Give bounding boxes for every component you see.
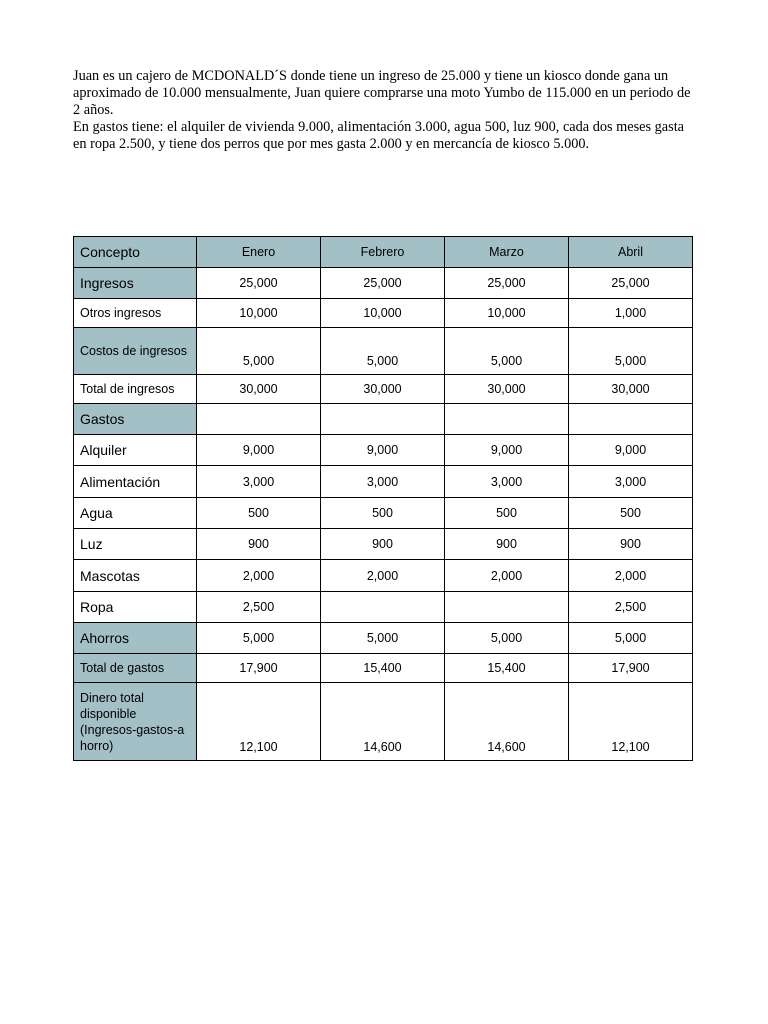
table-cell: 2,000 — [197, 560, 321, 592]
row-label: Total de gastos — [74, 654, 197, 683]
row-label: Agua — [74, 498, 197, 529]
table-cell: 5,000 — [321, 328, 445, 375]
table-cell: 12,100 — [569, 683, 693, 761]
table-cell: 17,900 — [197, 654, 321, 683]
header-marzo: Marzo — [445, 237, 569, 268]
table-cell — [445, 592, 569, 623]
table-row-luz — [74, 529, 693, 560]
row-label: Total de ingresos — [74, 375, 197, 404]
table-cell: 3,000 — [569, 466, 693, 498]
table-row-mascotas — [74, 560, 693, 592]
table-cell: 25,000 — [197, 268, 321, 299]
header-abril: Abril — [569, 237, 693, 268]
table-cell: 15,400 — [321, 654, 445, 683]
row-label: Mascotas — [74, 560, 197, 592]
row-label: Ahorros — [74, 623, 197, 654]
table-row-alimentacion — [74, 466, 693, 498]
table-cell: 5,000 — [569, 623, 693, 654]
table-row-otros-ingresos — [74, 299, 693, 328]
budget-table — [73, 236, 693, 761]
table-row-ahorros — [74, 623, 693, 654]
table-cell: 12,100 — [197, 683, 321, 761]
row-label: Gastos — [74, 404, 197, 435]
table-cell: 9,000 — [569, 435, 693, 466]
intro-text — [73, 68, 693, 153]
row-label: Costos de ingresos — [74, 328, 197, 375]
table-row-dinero-total-disponible — [74, 683, 693, 761]
table-cell: 30,000 — [197, 375, 321, 404]
table-cell: 25,000 — [445, 268, 569, 299]
table-cell: 3,000 — [197, 466, 321, 498]
table-cell: 14,600 — [321, 683, 445, 761]
table-cell: 900 — [321, 529, 445, 560]
table-cell — [445, 404, 569, 435]
table-cell: 10,000 — [321, 299, 445, 328]
table-row-costos-de-ingresos — [74, 328, 693, 375]
table-cell: 500 — [569, 498, 693, 529]
intro-paragraph-1: Juan es un cajero de MCDONALD´S donde tiene un ingreso de 25.000 y tiene un kiosco donde gana un aproximado de 10.000 mensualmente, Juan quiere comprarse una moto Yumbo de 115.000 en un periodo de 2 años. — [73, 68, 691, 118]
table-row-total-de-gastos — [74, 654, 693, 683]
table-cell: 14,600 — [445, 683, 569, 761]
header-enero: Enero — [197, 237, 321, 268]
table-row-gastos — [74, 404, 693, 435]
table-cell: 5,000 — [197, 328, 321, 375]
table-cell: 900 — [197, 529, 321, 560]
table-cell: 9,000 — [197, 435, 321, 466]
table-cell: 5,000 — [321, 623, 445, 654]
row-label: Alquiler — [74, 435, 197, 466]
header-concepto: Concepto — [74, 237, 197, 268]
table-cell: 5,000 — [445, 328, 569, 375]
table-row-ropa — [74, 592, 693, 623]
table-cell — [321, 592, 445, 623]
table-cell: 2,500 — [569, 592, 693, 623]
table-row-alquiler — [74, 435, 693, 466]
table-cell: 10,000 — [445, 299, 569, 328]
table-cell: 900 — [445, 529, 569, 560]
row-label: Ingresos — [74, 268, 197, 299]
table-cell: 17,900 — [569, 654, 693, 683]
row-label: Alimentación — [74, 466, 197, 498]
table-cell: 2,000 — [445, 560, 569, 592]
table-cell: 900 — [569, 529, 693, 560]
row-label: Ropa — [74, 592, 197, 623]
table-cell: 3,000 — [321, 466, 445, 498]
table-cell: 500 — [197, 498, 321, 529]
table-row-ingresos — [74, 268, 693, 299]
table-row-agua — [74, 498, 693, 529]
row-label: Otros ingresos — [74, 299, 197, 328]
table-cell — [321, 404, 445, 435]
table-cell: 5,000 — [569, 328, 693, 375]
table-cell: 25,000 — [321, 268, 445, 299]
table-cell: 9,000 — [445, 435, 569, 466]
table-cell: 30,000 — [445, 375, 569, 404]
table-cell: 25,000 — [569, 268, 693, 299]
table-cell: 2,000 — [569, 560, 693, 592]
table-cell: 5,000 — [197, 623, 321, 654]
table-cell: 30,000 — [321, 375, 445, 404]
table-cell: 500 — [445, 498, 569, 529]
row-label: Luz — [74, 529, 197, 560]
row-label: Dinero total disponible (Ingresos-gastos-a horro) — [74, 683, 197, 761]
table-cell: 15,400 — [445, 654, 569, 683]
intro-paragraph-2: En gastos tiene: el alquiler de vivienda 9.000, alimentación 3.000, agua 500, luz 900, cada dos meses gasta en ropa 2.500, y tiene dos perros que por mes gasta 2.000 y en mercancía de kiosco 5.000. — [73, 119, 685, 152]
header-febrero: Febrero — [321, 237, 445, 268]
table-cell: 3,000 — [445, 466, 569, 498]
table-cell: 9,000 — [321, 435, 445, 466]
table-row-total-de-ingresos — [74, 375, 693, 404]
table-cell: 2,500 — [197, 592, 321, 623]
table-cell: 2,000 — [321, 560, 445, 592]
table-cell — [197, 404, 321, 435]
table-cell: 30,000 — [569, 375, 693, 404]
table-cell: 1,000 — [569, 299, 693, 328]
table-cell: 10,000 — [197, 299, 321, 328]
table-header-row — [74, 237, 693, 268]
table-cell — [569, 404, 693, 435]
table-cell: 5,000 — [445, 623, 569, 654]
table-cell: 500 — [321, 498, 445, 529]
